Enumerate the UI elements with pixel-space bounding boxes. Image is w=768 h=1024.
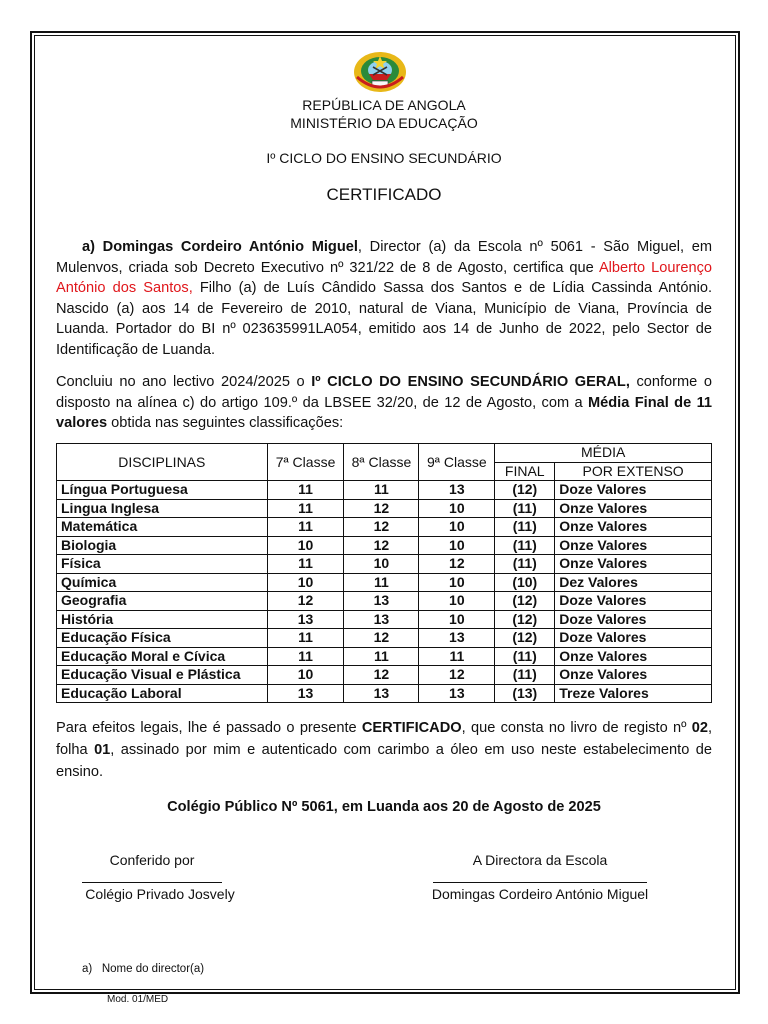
table-row bbox=[57, 610, 712, 629]
cell-disciplina: Lingua Inglesa bbox=[57, 499, 268, 518]
cell-disciplina: Educação Física bbox=[57, 629, 268, 648]
legal-mid1: , que consta no livro de registo nº bbox=[461, 720, 692, 736]
certification-paragraph bbox=[56, 237, 712, 361]
table-row bbox=[57, 518, 712, 537]
cell-final: (11) bbox=[495, 647, 555, 666]
model-reference: Mod. 01/MED bbox=[107, 994, 169, 1005]
concluded-suffix: obtida nas seguintes classificações: bbox=[107, 415, 344, 432]
cell-final: (11) bbox=[495, 555, 555, 574]
cell-c7: 10 bbox=[267, 536, 344, 555]
cell-extenso: Doze Valores bbox=[555, 610, 712, 629]
conclusion-paragraph bbox=[56, 372, 712, 434]
place-date: Colégio Público Nº 5061, em Luanda aos 20 de Agosto de 2025 bbox=[167, 799, 601, 815]
concluded-course: Iº CICLO DO ENSINO SECUNDÁRIO GERAL, bbox=[311, 374, 630, 390]
table-row bbox=[57, 573, 712, 592]
cell-c7: 10 bbox=[267, 573, 344, 592]
right-signature-line bbox=[433, 882, 647, 883]
cell-c7: 11 bbox=[267, 481, 344, 500]
cell-disciplina: Língua Portuguesa bbox=[57, 481, 268, 500]
cell-extenso: Onze Valores bbox=[555, 666, 712, 685]
cell-c8: 12 bbox=[344, 536, 419, 555]
table-row bbox=[57, 555, 712, 574]
legal-mid2: , folha bbox=[56, 720, 712, 758]
cell-disciplina: Química bbox=[57, 573, 268, 592]
cell-c9: 12 bbox=[419, 555, 495, 574]
cell-c8: 13 bbox=[344, 684, 419, 703]
cell-c9: 13 bbox=[419, 481, 495, 500]
table-row bbox=[57, 592, 712, 611]
cell-final: (12) bbox=[495, 610, 555, 629]
cell-c8: 12 bbox=[344, 499, 419, 518]
cell-final: (12) bbox=[495, 481, 555, 500]
legal-paragraph bbox=[56, 717, 712, 783]
cell-c8: 11 bbox=[344, 647, 419, 666]
cell-c9: 11 bbox=[419, 647, 495, 666]
cell-extenso: Treze Valores bbox=[555, 684, 712, 703]
cell-c9: 10 bbox=[419, 499, 495, 518]
cell-c9: 12 bbox=[419, 666, 495, 685]
cell-disciplina: Educação Visual e Plástica bbox=[57, 666, 268, 685]
legal-cert: CERTIFICADO bbox=[361, 720, 462, 736]
grades-table bbox=[56, 443, 712, 703]
cell-extenso: Onze Valores bbox=[555, 499, 712, 518]
cell-disciplina: Educação Laboral bbox=[57, 684, 268, 703]
cell-c8: 10 bbox=[344, 555, 419, 574]
ministry-heading: MINISTÉRIO DA EDUCAÇÃO bbox=[290, 115, 478, 131]
cell-c8: 12 bbox=[344, 629, 419, 648]
cell-c7: 13 bbox=[267, 684, 344, 703]
table-row bbox=[57, 629, 712, 648]
left-signature-title: Conferido por bbox=[109, 852, 195, 868]
concluded-mid: conforme o disposto na alínea c) do artigo 109.º da LBSEE 32/20, de 12 de Agosto, com a bbox=[56, 374, 712, 411]
header-final: FINAL bbox=[495, 462, 555, 481]
cell-c9: 10 bbox=[419, 610, 495, 629]
cell-disciplina: História bbox=[57, 610, 268, 629]
document-title: CERTIFICADO bbox=[326, 185, 442, 204]
table-row bbox=[57, 499, 712, 518]
cell-c7: 11 bbox=[267, 555, 344, 574]
cell-c7: 12 bbox=[267, 592, 344, 611]
header-disciplinas: DISCIPLINAS bbox=[57, 444, 268, 481]
cell-c8: 12 bbox=[344, 666, 419, 685]
student-details: Filho (a) de Luís Cândido Sassa dos Santos e de Lídia Cassinda António. Nascido (a) aos 14 de Fevereiro de 2010, natural de Viana, Município de Viana, Província de Luanda. Portador do BI nº 023635991LA054, emitido aos 14 de Junho de 2022, pelo Sector de Identificação de Luanda. bbox=[56, 280, 712, 358]
right-signature-title: A Directora da Escola bbox=[472, 852, 608, 868]
left-signature-name: Colégio Privado Josvely bbox=[85, 886, 235, 902]
cell-c7: 11 bbox=[267, 647, 344, 666]
cell-c8: 11 bbox=[344, 573, 419, 592]
table-row bbox=[57, 684, 712, 703]
cell-final: (11) bbox=[495, 536, 555, 555]
cell-c9: 10 bbox=[419, 573, 495, 592]
cycle-heading: Iº CICLO DO ENSINO SECUNDÁRIO bbox=[266, 150, 502, 166]
right-signature-name: Domingas Cordeiro António Miguel bbox=[431, 886, 649, 902]
cell-final: (12) bbox=[495, 592, 555, 611]
student-name: Alberto Lourenço António dos Santos, bbox=[56, 259, 713, 297]
cell-disciplina: Geografia bbox=[57, 592, 268, 611]
grades-body bbox=[57, 481, 712, 703]
cell-disciplina: Educação Moral e Cívica bbox=[57, 647, 268, 666]
cell-c8: 12 bbox=[344, 518, 419, 537]
cell-c9: 10 bbox=[419, 518, 495, 537]
cell-c9: 13 bbox=[419, 629, 495, 648]
header-9-classe: 9ª Classe bbox=[419, 444, 495, 481]
cell-final: (13) bbox=[495, 684, 555, 703]
cell-disciplina: Matemática bbox=[57, 518, 268, 537]
cell-final: (10) bbox=[495, 573, 555, 592]
cell-disciplina: Física bbox=[57, 555, 268, 574]
footnote-marker: a) bbox=[82, 963, 93, 975]
legal-prefix: Para efeitos legais, lhe é passado o presente bbox=[56, 720, 362, 736]
director-name: a) Domingas Cordeiro António Miguel bbox=[82, 239, 358, 255]
footnote bbox=[82, 963, 204, 975]
header-extenso: POR EXTENSO bbox=[555, 462, 712, 481]
cell-final: (11) bbox=[495, 666, 555, 685]
cell-extenso: Onze Valores bbox=[555, 536, 712, 555]
cell-c9: 10 bbox=[419, 536, 495, 555]
cell-extenso: Onze Valores bbox=[555, 555, 712, 574]
cell-extenso: Onze Valores bbox=[555, 518, 712, 537]
footnote-text: Nome do director(a) bbox=[101, 963, 205, 975]
header-7-classe: 7ª Classe bbox=[267, 444, 344, 481]
final-average: Média Final de 11 valores bbox=[56, 394, 712, 432]
cell-c9: 13 bbox=[419, 684, 495, 703]
cell-extenso: Doze Valores bbox=[555, 481, 712, 500]
cell-c8: 13 bbox=[344, 610, 419, 629]
republic-heading: REPÚBLICA DE ANGOLA bbox=[302, 97, 466, 113]
concluded-prefix: Concluiu no ano lectivo 2024/2025 o bbox=[56, 374, 312, 390]
table-row bbox=[57, 536, 712, 555]
cell-final: (12) bbox=[495, 629, 555, 648]
cell-c8: 11 bbox=[344, 481, 419, 500]
cell-c7: 11 bbox=[267, 629, 344, 648]
cell-c7: 11 bbox=[267, 499, 344, 518]
left-signature-line bbox=[82, 882, 222, 883]
angola-emblem-icon bbox=[351, 47, 409, 95]
header-media: MÉDIA bbox=[495, 444, 712, 463]
cell-c7: 11 bbox=[267, 518, 344, 537]
legal-sheet: 01 bbox=[94, 742, 111, 758]
header-8-classe: 8ª Classe bbox=[344, 444, 419, 481]
cell-extenso: Onze Valores bbox=[555, 647, 712, 666]
cell-disciplina: Biologia bbox=[57, 536, 268, 555]
cell-extenso: Dez Valores bbox=[555, 573, 712, 592]
cell-c8: 13 bbox=[344, 592, 419, 611]
cell-c7: 13 bbox=[267, 610, 344, 629]
table-row bbox=[57, 481, 712, 500]
legal-suffix: , assinado por mim e autenticado com carimbo a óleo em uso neste estabelecimento de ensino. bbox=[56, 742, 712, 780]
table-row bbox=[57, 647, 712, 666]
cell-final: (11) bbox=[495, 499, 555, 518]
intro-text: , Director (a) da Escola nº 5061 - São Miguel, em Mulenvos, criada sob Decreto Executivo nº 321/22 de 8 de Agosto, certifica que bbox=[56, 239, 712, 276]
cell-final: (11) bbox=[495, 518, 555, 537]
cell-extenso: Doze Valores bbox=[555, 629, 712, 648]
table-row bbox=[57, 666, 712, 685]
legal-book: 02 bbox=[691, 720, 708, 736]
cell-c7: 10 bbox=[267, 666, 344, 685]
cell-extenso: Doze Valores bbox=[555, 592, 712, 611]
cell-c9: 10 bbox=[419, 592, 495, 611]
